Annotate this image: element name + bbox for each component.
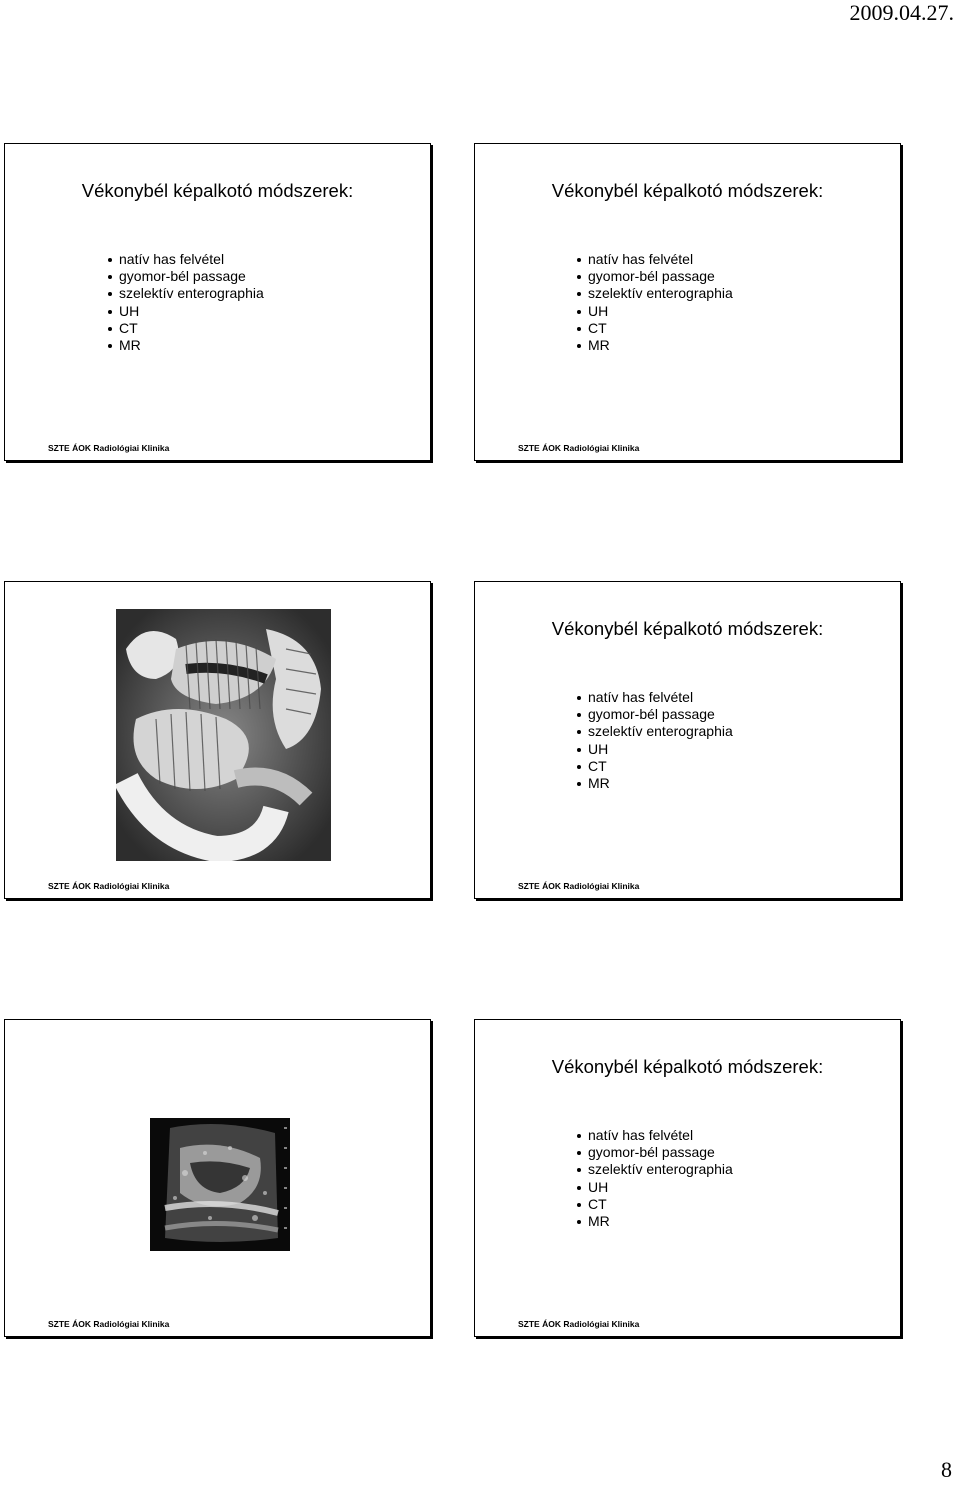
bullet-item: gyomor-bél passage	[577, 706, 733, 723]
bullet-list	[108, 251, 264, 354]
bullet-item: MR	[577, 337, 733, 354]
slide-title: Vékonybél képalkotó módszerek:	[551, 1056, 824, 1077]
slide-footer: SZTE ÁOK Radiológiai Klinika	[518, 1319, 640, 1329]
xray-graphic	[116, 609, 331, 861]
bullet-item: natív has felvétel	[577, 251, 733, 268]
enterography-xray-image	[116, 609, 331, 861]
slide-5	[4, 1019, 431, 1337]
slide-title: Vékonybél képalkotó módszerek:	[81, 180, 354, 201]
bullet-item: UH	[577, 303, 733, 320]
bullet-item: CT	[108, 320, 264, 337]
slide-footer: SZTE ÁOK Radiológiai Klinika	[48, 881, 170, 891]
bullet-list	[577, 689, 733, 792]
bullet-item: MR	[577, 775, 733, 792]
bullet-list	[577, 251, 733, 354]
bullet-item: natív has felvétel	[108, 251, 264, 268]
bullet-item: CT	[577, 1196, 733, 1213]
bullet-item: natív has felvétel	[577, 1127, 733, 1144]
slide-title: Vékonybél képalkotó módszerek:	[551, 618, 824, 639]
slide-footer: SZTE ÁOK Radiológiai Klinika	[48, 443, 170, 453]
bullet-item: UH	[577, 741, 733, 758]
bullet-item: CT	[577, 758, 733, 775]
slide-3	[4, 581, 431, 899]
slide-title: Vékonybél képalkotó módszerek:	[551, 180, 824, 201]
bullet-item: szelektív enterographia	[577, 723, 733, 740]
bullet-item: natív has felvétel	[577, 689, 733, 706]
ultrasound-graphic	[150, 1118, 290, 1251]
slide-1	[4, 143, 431, 461]
slide-footer: SZTE ÁOK Radiológiai Klinika	[48, 1319, 170, 1329]
ultrasound-image	[150, 1118, 290, 1251]
bullet-item: szelektív enterographia	[108, 285, 264, 302]
bullet-item: MR	[577, 1213, 733, 1230]
slide-2	[474, 143, 901, 461]
slide-footer: SZTE ÁOK Radiológiai Klinika	[518, 443, 640, 453]
page-date: 2009.04.27.	[849, 0, 954, 25]
bullet-item: szelektív enterographia	[577, 285, 733, 302]
slide-4	[474, 581, 901, 899]
bullet-item: gyomor-bél passage	[577, 1144, 733, 1161]
bullet-item: UH	[577, 1179, 733, 1196]
bullet-item: gyomor-bél passage	[577, 268, 733, 285]
bullet-list	[577, 1127, 733, 1230]
slide-footer: SZTE ÁOK Radiológiai Klinika	[518, 881, 640, 891]
bullet-item: CT	[577, 320, 733, 337]
bullet-item: UH	[108, 303, 264, 320]
bullet-item: szelektív enterographia	[577, 1161, 733, 1178]
slide-6	[474, 1019, 901, 1337]
bullet-item: gyomor-bél passage	[108, 268, 264, 285]
bullet-item: MR	[108, 337, 264, 354]
page-number: 8	[941, 1457, 952, 1482]
